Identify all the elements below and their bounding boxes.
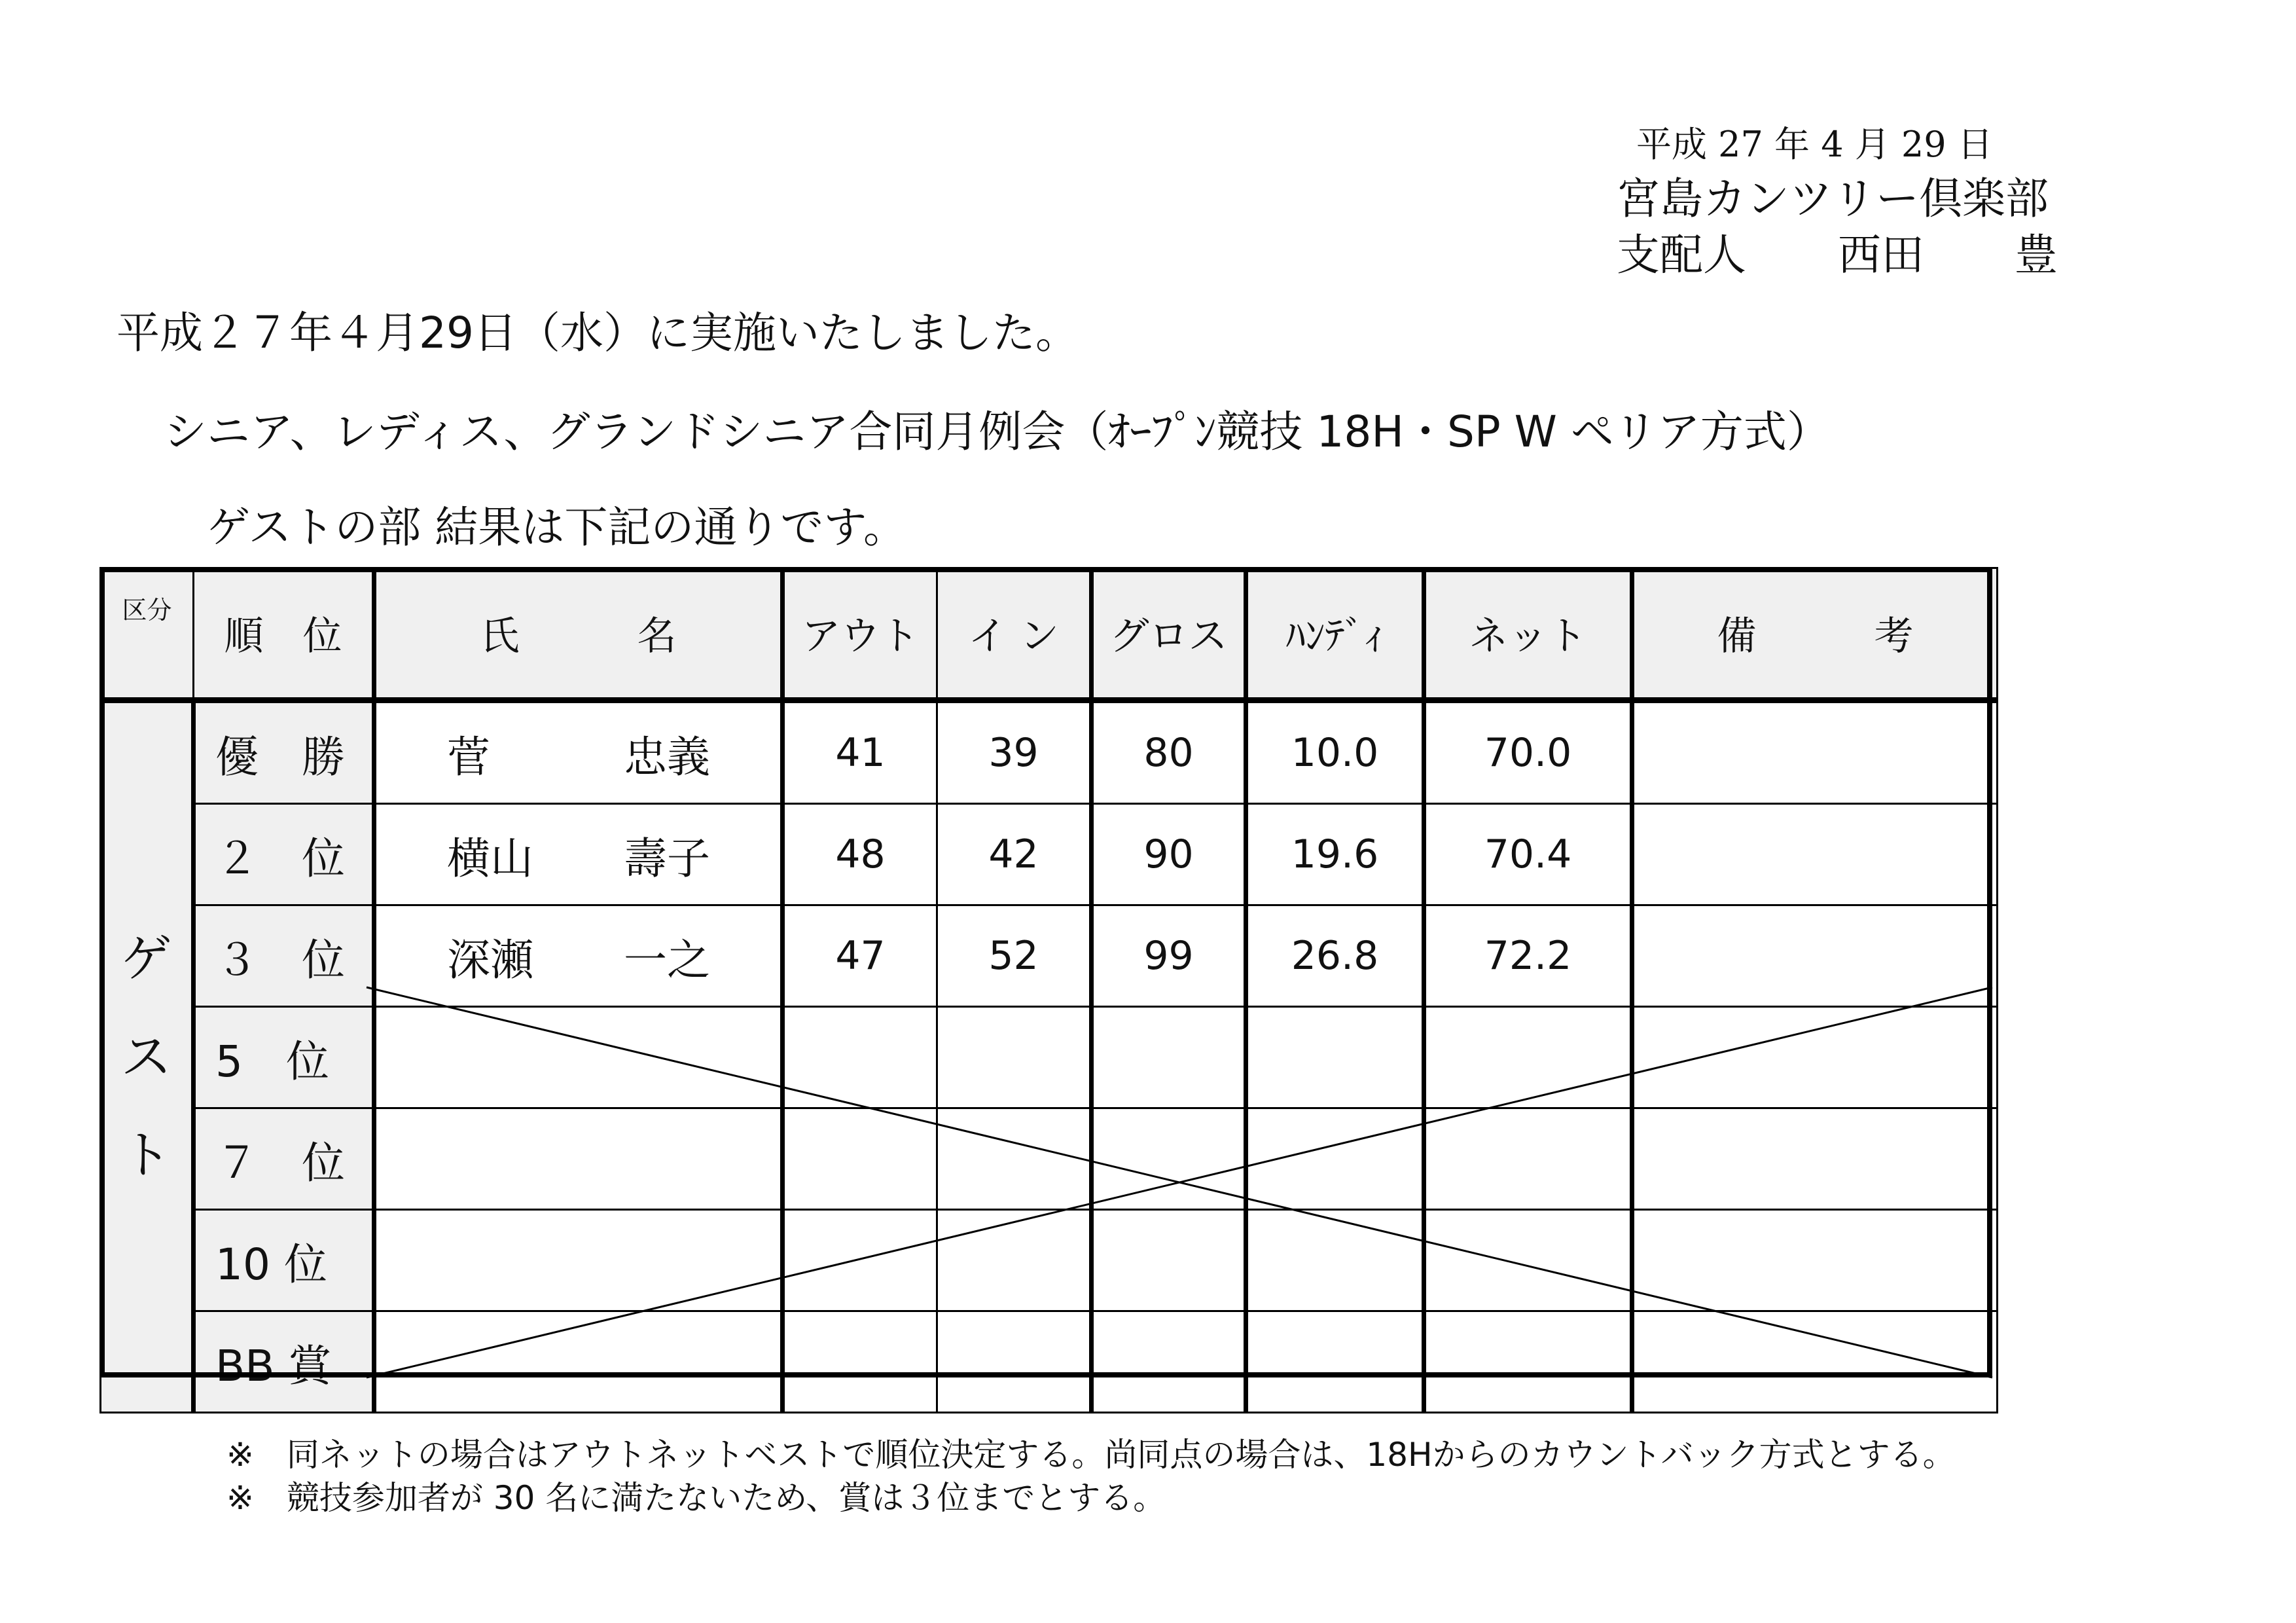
remarks-cell	[1632, 1210, 1998, 1311]
name-cell	[374, 1007, 783, 1108]
net-cell	[1424, 1108, 1632, 1210]
net-cell: 72.2	[1424, 905, 1632, 1007]
intro-line-1: 平成２７年４月29日（水）に実施いたしました。	[117, 308, 1079, 358]
rank-cell: 10 位	[194, 1210, 374, 1311]
manager-given-name: 豊	[2015, 230, 2058, 280]
header-handicap: ﾊﾝﾃﾞｨ	[1246, 568, 1424, 701]
out-cell	[783, 1108, 937, 1210]
table-row	[101, 1007, 1998, 1108]
remarks-cell	[1632, 1311, 1998, 1413]
in-cell: 52	[937, 905, 1092, 1007]
rank-cell: ３ 位	[194, 905, 374, 1007]
name-cell	[374, 1108, 783, 1210]
handicap-cell	[1246, 1210, 1424, 1311]
results-table	[99, 567, 1998, 1413]
name-cell	[374, 1311, 783, 1413]
remarks-cell	[1632, 701, 1998, 804]
in-cell	[937, 1311, 1092, 1413]
player-surname: 菅	[447, 731, 490, 782]
table-row	[101, 1311, 1998, 1413]
rank-cell: ２ 位	[194, 804, 374, 905]
rank-cell: 優 勝	[194, 701, 374, 804]
in-cell: 42	[937, 804, 1092, 905]
net-cell: 70.0	[1424, 701, 1632, 804]
gross-cell: 90	[1092, 804, 1246, 905]
net-cell: 70.4	[1424, 804, 1632, 905]
handicap-cell	[1246, 1108, 1424, 1210]
remarks-cell	[1632, 1108, 1998, 1210]
footnote-2: ※ 競技参加者が 30 名に満たないため、賞は３位までとする。	[226, 1479, 1166, 1517]
table-row	[101, 905, 1998, 1007]
rank-cell: BB 賞	[194, 1311, 374, 1413]
table-row	[101, 1210, 1998, 1311]
player-surname: 深瀬	[447, 934, 533, 985]
category-char: ゲ	[120, 930, 172, 989]
handicap-cell	[1246, 1007, 1424, 1108]
name-cell	[374, 701, 783, 804]
header-gross: グロス	[1092, 568, 1246, 701]
handicap-cell: 10.0	[1246, 701, 1424, 804]
header-in: イ ン	[937, 568, 1092, 701]
header-row	[101, 568, 1998, 701]
rank-cell: 5 位	[194, 1007, 374, 1108]
table-row	[101, 1108, 1998, 1210]
handicap-cell: 19.6	[1246, 804, 1424, 905]
gross-cell	[1092, 1311, 1246, 1413]
out-cell: 41	[783, 701, 937, 804]
net-cell	[1424, 1007, 1632, 1108]
gross-cell: 80	[1092, 701, 1246, 804]
player-surname: 横山	[447, 833, 533, 884]
category-char: ト	[120, 1126, 172, 1185]
manager-surname: 西田	[1838, 230, 1924, 280]
handicap-cell: 26.8	[1246, 905, 1424, 1007]
name-cell	[374, 905, 783, 1007]
out-cell: 47	[783, 905, 937, 1007]
player-given-name: 忠義	[624, 731, 710, 782]
header-out: アウト	[783, 568, 937, 701]
header-category: 区分	[101, 568, 194, 701]
intro-line-3: ゲストの部 結果は下記の通りです。	[207, 502, 907, 553]
header-name: 氏 名	[374, 568, 783, 701]
net-cell	[1424, 1210, 1632, 1311]
remarks-cell	[1632, 804, 1998, 905]
category-char: ス	[120, 1028, 172, 1087]
table-row	[101, 701, 1998, 804]
player-given-name: 一之	[624, 934, 710, 985]
net-cell	[1424, 1311, 1632, 1413]
handicap-cell	[1246, 1311, 1424, 1413]
gross-cell	[1092, 1210, 1246, 1311]
in-cell	[937, 1108, 1092, 1210]
category-cell	[101, 701, 194, 1413]
footnote-1: ※ 同ネットの場合はアウトネットベストで順位決定する。尚同点の場合は、18Hからのカウントバック方式とする。	[226, 1436, 1956, 1474]
gross-cell	[1092, 1108, 1246, 1210]
in-cell	[937, 1007, 1092, 1108]
in-cell	[937, 1210, 1092, 1311]
name-cell	[374, 1210, 783, 1311]
in-cell: 39	[937, 701, 1092, 804]
manager-title: 支配人	[1617, 230, 1746, 280]
out-cell	[783, 1007, 937, 1108]
player-given-name: 壽子	[624, 833, 710, 884]
document-date: 平成 27 年 4 月 29 日	[1636, 124, 1993, 165]
out-cell	[783, 1311, 937, 1413]
name-cell	[374, 804, 783, 905]
rank-cell: ７ 位	[194, 1108, 374, 1210]
club-name: 宮島カンツリー倶楽部	[1617, 173, 2049, 224]
out-cell	[783, 1210, 937, 1311]
remarks-cell	[1632, 905, 1998, 1007]
remarks-cell	[1632, 1007, 1998, 1108]
gross-cell: 99	[1092, 905, 1246, 1007]
header-net: ネット	[1424, 568, 1632, 701]
out-cell: 48	[783, 804, 937, 905]
header-rank: 順 位	[194, 568, 374, 701]
header-remarks: 備 考	[1632, 568, 1998, 701]
table-row	[101, 804, 1998, 905]
intro-line-2: シニア、レディス、グランドシニア合同月例会（ｵｰﾌﾟﾝ競技 18H・SP W ペリア方式）	[164, 407, 1830, 457]
gross-cell	[1092, 1007, 1246, 1108]
